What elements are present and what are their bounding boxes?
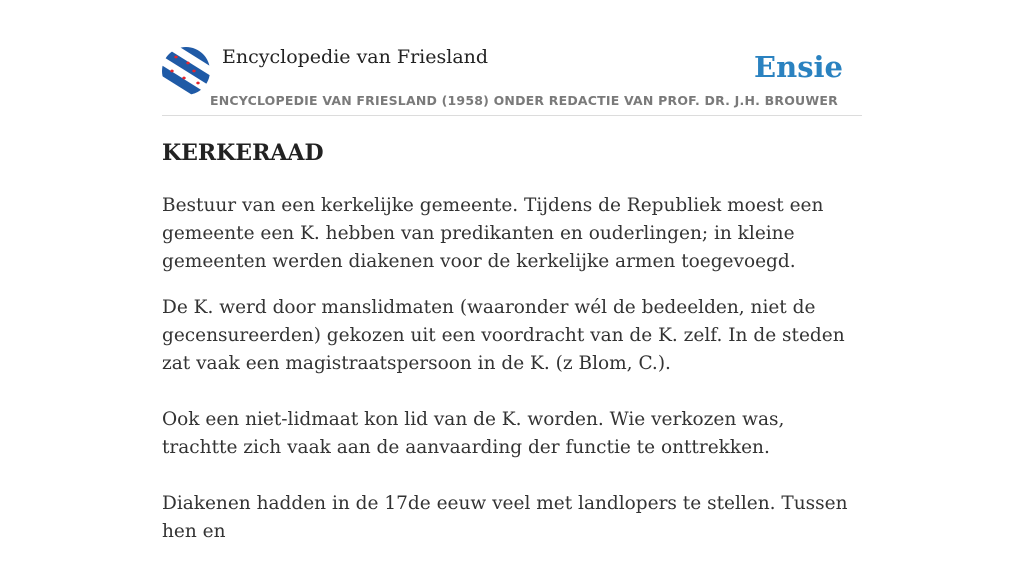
article-paragraph: Bestuur van een kerkelijke gemeente. Tijdens de Republiek moest een gemeente een K. hebben van predikanten en ouderlingen; in kleine gemeenten werden diakenen voor de kerkelijke armen toegevoegd. <box>162 195 824 272</box>
page <box>162 0 862 542</box>
frisian-flag-icon[interactable] <box>162 47 210 95</box>
site-title[interactable]: Encyclopedie van Friesland <box>222 46 489 68</box>
article-body <box>162 192 862 564</box>
site-header <box>162 0 862 116</box>
article-headword: KERKERAAD <box>162 140 324 166</box>
article-paragraph: Diakenen hadden in de 17de eeuw veel met landlopers te stellen. Tussen hen en <box>162 493 848 542</box>
ensie-logo[interactable]: Ensie <box>754 50 843 84</box>
article-paragraph: Ook een niet-lidmaat kon lid van de K. worden. Wie verkozen was, trachtte zich vaak aan de aanvaarding der functie te onttrekken. <box>162 409 785 458</box>
encyclopedia-subtitle: ENCYCLOPEDIE VAN FRIESLAND (1958) ONDER REDACTIE VAN PROF. DR. J.H. BROUWER <box>210 93 838 108</box>
article-paragraph: De K. werd door manslidmaten (waaronder wél de bedeelden, niet de gecensureerden) gekozen uit een voordracht van de K. zelf. In de steden zat vaak een magistraatspersoon in de K. (z Blom, C.). <box>162 297 845 374</box>
